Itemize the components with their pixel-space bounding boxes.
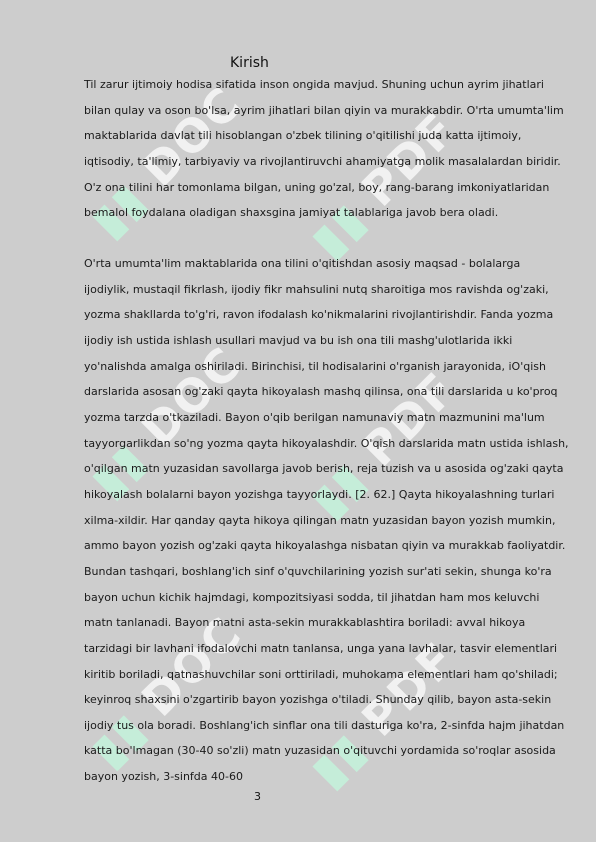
paragraph-main: O'rta umumta'lim maktablarida ona tilini o'qitishdan asosiy maqsad - bolalarga ijodiylik, mustaqil fikrlash, ijodiy fikr mahsulini nutq sharoitiga mos ravishda og'zaki, yozma shakllarda to'g'ri, ravon ifodalash ko'nikmalarini rivojlantirishdir. Fanda yozma ijodiy ish ustida ishlash usullari mavjud va bu ish ona tili mashg'ulotlarida ikki yo'nalishda amalga oshiriladi. Birinchisi, til hodisalarini o'rganish jarayonida, iO'qish darslarida asosan og'zaki qayta hikoyalash mashq qilinsa, ona tili darslarida u ko'proq yozma tarzda o'tkaziladi. Bayon o'qib berilgan namunaviy matn mazmunini ma'lum tayyorgarlikdan so'ng yozma qayta hikoyalashdir. O'qish darslarida matn ustida ishlash, o'qilgan matn yuzasidan savollarga javob berish, reja tuzish va u asosida og'zaki qayta hikoyalash bolalarni bayon yozishga tayyorlaydi. [2. 62.] Qayta hikoyalashning turlari xilma-xildir. Har qanday qayta hikoya qilingan matn yuzasidan bayon yozish mumkin, ammo bayon yozish og'zaki qayta hikoyalashga nisbatan qiyin va murakkab faoliyatdir. Bundan tashqari, boshlang'ich sinf o'quvchilarining yozish sur'ati sekin, shunga ko'ra bayon uchun kichik hajmdagi, kompozitsiyasi sodda, til jihatdan ham mos keluvchi matn tanlanadi. Bayon matni asta-sekin murakkablashtira boriladi: avval hikoya tarzidagi bir lavhani ifodalovchi matn tanlansa, unga yana lavhalar, tasvir elementlari kiritib boriladi, qatnashuvchilar soni orttiriladi, muhokama elementlari ham qo'shiladi; keyinroq shaxsini o'zgartirib bayon yozishga o'tiladi. Shunday qilib, bayon asta-sekin ijodiy tus ola boradi. Boshlang'ich sinflar ona tili dasturiga ko'ra, 2-sinfda hajm jihatdan katta bo'lmagan (30-40 so'zli) matn yuzasidan o'qituvchi yordamida so'roqlar asosida bayon yozish, 3-sinfda 40-60: [84, 257, 569, 784]
watermark: ▮▮ DOC: [80, 335, 253, 509]
watermark: ▮▮ DOC: [80, 605, 253, 779]
watermark: ▮▮ PDF: [300, 101, 467, 269]
watermark: ▮▮ DOC: [80, 75, 253, 249]
watermark: ▮▮ PDF: [300, 361, 467, 529]
paragraph-intro: Til zarur ijtimoiy hodisa sifatida inson ongida mavjud. Shuning uchun ayrim jihatlari bilan qulay va oson bo'lsa, ayrim jihatlari bilan qiyin va murakkabdir. O'rta umumta'lim maktablarida davlat tili hisoblangan o'zbek tilining o'qitilishi juda katta ijtimoiy, iqtisodiy, ta'limiy, tarbiyaviy va rivojlantiruvchi ahamiyatga molik masalalardan biridir. O'z ona tilini har tomonlama bilgan, uning go'zal, boy, rang-barang imkoniyatlaridan bemalol foydalana oladigan shaxsgina jamiyat talablariga javob bera oladi.: [84, 78, 564, 220]
page-title: Kirish: [230, 55, 269, 71]
page-number: 3: [254, 790, 261, 803]
watermark: ▮▮ PDF: [300, 631, 467, 799]
